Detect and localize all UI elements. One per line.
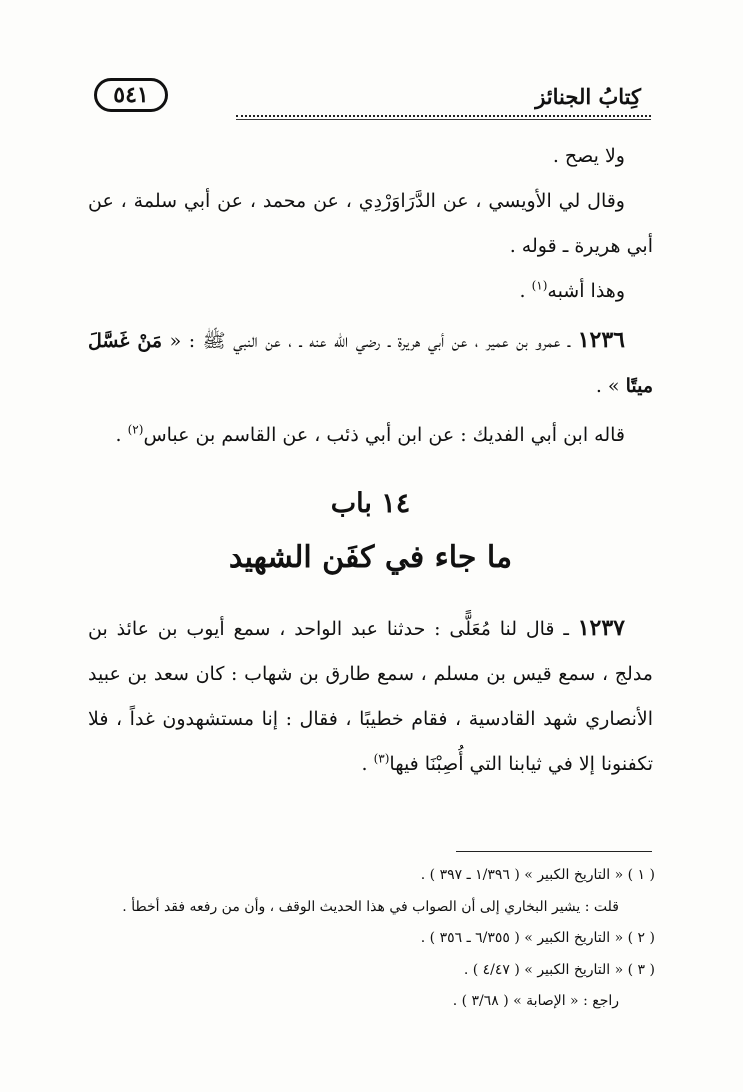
page-number: ٥٤١: [94, 78, 168, 112]
page-body: [88, 134, 653, 787]
footnote-3-reference: راجع : « الإصابة » ( ٣/٦٨ ) .: [452, 993, 619, 1009]
footnote-1: ( ١ ) « التاريخ الكبير » ( ١/٣٩٦ ـ ٣٩٧ ) .: [420, 867, 655, 883]
paragraph-end: .: [519, 280, 532, 302]
paragraph: [88, 269, 653, 314]
hadith-text: ـ قال لنا مُعَلًّى : حدثنا عبد الواحد ، سمع أيوب بن عائذ بن مدلج ، سمع قيس بن مسلم ، سمع طارق بن شهاب : كان سعد بن عبيد الأنصاري شهد القادسية ، فقام خطيبًا ، فقال : إنا مستشهدون غداً ، فلا تكفنونا إلا في ثيابنا التي أُصِبْنَا فيها: [88, 618, 653, 775]
paragraph-text: قاله ابن أبي الفديك : عن ابن أبي ذئب ، عن القاسم بن عباس: [143, 424, 625, 446]
footnote-ref: (٣): [373, 751, 390, 766]
chapter-title: ما جاء في كفَن الشهيد: [228, 540, 513, 575]
footnote-divider: [456, 851, 652, 852]
footnote-ref: (٢): [127, 422, 144, 437]
footnote-3: ( ٣ ) « التاريخ الكبير » ( ٤/٤٧ ) .: [463, 961, 655, 978]
paragraph: [88, 413, 653, 458]
header-divider: [236, 115, 651, 117]
paragraph-end: .: [115, 424, 128, 446]
chapter-number: ١٤ باب: [330, 488, 411, 519]
hadith-number: ١٢٣٦: [577, 327, 625, 353]
footnote-2: ( ٢ ) « التاريخ الكبير » ( ٦/٣٥٥ ـ ٣٥٦ ) .: [420, 930, 655, 946]
text-line: ولا يصح .: [552, 145, 625, 167]
paragraph-text: وهذا أشبه: [547, 280, 625, 302]
book-title: كِتابُ الجنائز: [535, 84, 641, 109]
hadith-paragraph: [88, 606, 653, 787]
footnotes: [88, 860, 655, 1018]
footnote-1-comment: قلت : يشير البخاري إلى أن الصواب في هذا الحديث الوقف ، وأن من رفعه فقد أخطأ .: [122, 898, 619, 915]
hadith-paragraph: [88, 318, 653, 409]
hadith-text: ـ عمرو بن عمير ، عن أبي هريرة ـ رضي الله عنه ـ ، عن النبي ﷺ : «: [162, 330, 578, 352]
footnote-ref: (١): [531, 278, 548, 293]
hadith-end: .: [361, 753, 374, 775]
paragraph: وقال لي الأويسي ، عن الدَّرَاوَرْدِي ، عن محمد ، عن أبي سلمة ، عن أبي هريرة ـ قوله .: [88, 190, 653, 257]
hadith-end: » .: [595, 375, 626, 397]
hadith-quote: مَنْ غَسَّلَ ميتًا: [88, 330, 653, 397]
page-header: [88, 78, 655, 118]
hadith-number: ١٢٣٧: [577, 615, 625, 641]
header-divider-line: [236, 119, 651, 120]
